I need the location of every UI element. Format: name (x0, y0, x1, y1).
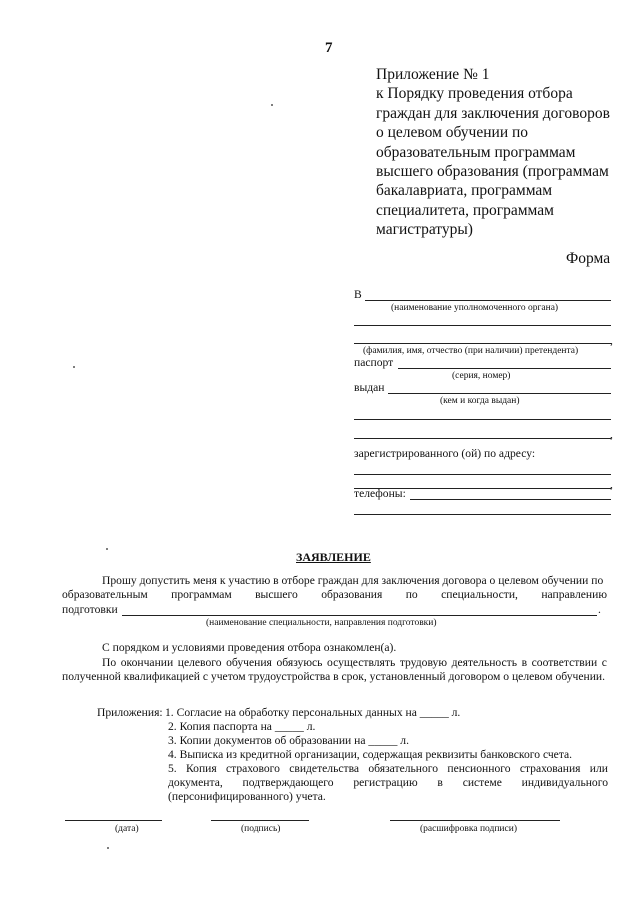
word: индивидуального (521, 776, 608, 789)
word: высшего (255, 588, 298, 601)
appendix-line: магистратуры) (376, 221, 473, 239)
decoding-line (390, 820, 560, 821)
word: пенсионного (447, 762, 511, 775)
to-line (365, 300, 611, 301)
word: в (521, 656, 528, 669)
attachment-item-5-line2 (168, 776, 608, 789)
p2: С порядком и условиями проведения отбора ознакомлен(а). (102, 641, 397, 654)
phones-line-1 (410, 499, 611, 500)
phones-line-2 (354, 514, 611, 515)
date-line (65, 820, 162, 821)
appendix-line: высшего образования (программам (376, 163, 609, 181)
phones-label: телефоны: (354, 487, 406, 500)
form-label: Форма (566, 250, 611, 267)
comma: , (610, 334, 613, 347)
p3-line1 (102, 656, 607, 669)
word: документа, (168, 776, 223, 789)
issued-label: выдан (354, 381, 385, 394)
address-label: зарегистрированного (ой) по адресу: (354, 447, 536, 460)
word: деятельность (451, 656, 518, 669)
attachments-label: Приложения: (97, 706, 163, 719)
signature-line (211, 820, 309, 821)
passport-caption: (серия, номер) (452, 371, 511, 381)
name-line-2 (354, 343, 611, 344)
word: образования (321, 588, 383, 601)
p1-line3-prefix: подготовки (62, 603, 118, 616)
document-title: ЗАЯВЛЕНИЕ (296, 550, 371, 564)
word: с (601, 656, 607, 669)
word: Копия (186, 762, 217, 775)
date-caption: (дата) (115, 824, 139, 834)
p1-line2 (62, 588, 607, 601)
p3-line2: полученной квалификацией с учетом трудоустройства в срок, установленный договором о целевом обучении. (62, 670, 606, 683)
word: в (437, 776, 443, 789)
appendix-line: о целевом обучении по (376, 124, 529, 142)
signature-caption: (подпись) (241, 824, 281, 834)
appendix-line: образовательным программам (376, 143, 576, 161)
word: подтверждающего (242, 776, 334, 789)
attachment-item-5-line1 (168, 762, 608, 775)
word: образовательным (62, 588, 148, 601)
word: целевого (177, 656, 222, 669)
attachment-item-2: 2. Копия паспорта на _____ л. (168, 720, 316, 733)
word: по (405, 588, 418, 601)
word: обязательного (368, 762, 439, 775)
comma: , (610, 428, 613, 441)
scan-speck (73, 366, 75, 368)
word: осуществлять (327, 656, 396, 669)
issued-caption: (кем и когда выдан) (440, 396, 520, 406)
p1-line1: Прошу допустить меня к участию в отборе граждан для заключения договора о целевом обучении по (102, 574, 604, 587)
word: обязуюсь (276, 656, 323, 669)
word: регистрацию (353, 776, 418, 789)
scan-speck (106, 548, 108, 550)
passport-label: паспорт (354, 356, 394, 369)
attachment-item-1: 1. Согласие на обработку персональных данных на _____ л. (165, 706, 461, 719)
word: страхования (519, 762, 581, 775)
to-caption: (наименование уполномоченного органа) (391, 303, 559, 313)
p1-line3-end: . (598, 603, 601, 616)
page-number: 7 (325, 40, 333, 56)
attachment-item-5-line3: (персонифицированного) учета. (168, 790, 326, 803)
word: По (102, 656, 117, 669)
word: окончании (120, 656, 174, 669)
word: обучения (226, 656, 272, 669)
specialty-line (122, 615, 597, 616)
word: свидетельства (289, 762, 360, 775)
scan-speck (271, 104, 273, 106)
specialty-caption: (наименование специальности, направления подготовки) (206, 618, 437, 628)
scan-speck (107, 847, 109, 849)
comma: , (610, 478, 613, 491)
appendix-line: специалитета, программам (376, 201, 554, 219)
appendix-block (376, 65, 610, 240)
name-caption: (фамилия, имя, отчество (при наличии) претендента) (363, 346, 579, 356)
attachment-item-3: 3. Копии документов об образовании на _____ л. (168, 734, 409, 747)
appendix-line: граждан для заключения договоров (376, 104, 610, 122)
attachment-item-4: 4. Выписка из кредитной организации, содержащая реквизиты банковского счета. (168, 748, 573, 761)
address-line-1 (354, 474, 611, 475)
appendix-line: Приложение № 1 (376, 66, 490, 83)
word: или (589, 762, 608, 775)
appendix-line: к Порядку проведения отбора (376, 85, 573, 103)
word: страхового (226, 762, 280, 775)
issued-line (388, 393, 611, 394)
passport-line (398, 368, 611, 369)
issued-line-2 (354, 419, 611, 420)
word: специальности, (441, 588, 518, 601)
decoding-caption: (расшифровка подписи) (420, 824, 517, 834)
to-prefix: В (354, 288, 362, 301)
issued-line-3 (354, 438, 611, 439)
appendix-line: бакалавриата, программам (376, 182, 553, 200)
word: системе (462, 776, 502, 789)
word: соответствии (531, 656, 598, 669)
word: 5. (168, 762, 177, 775)
word: направлению (541, 588, 607, 601)
word: программам (171, 588, 232, 601)
name-line-1 (354, 325, 611, 326)
word: трудовую (399, 656, 447, 669)
